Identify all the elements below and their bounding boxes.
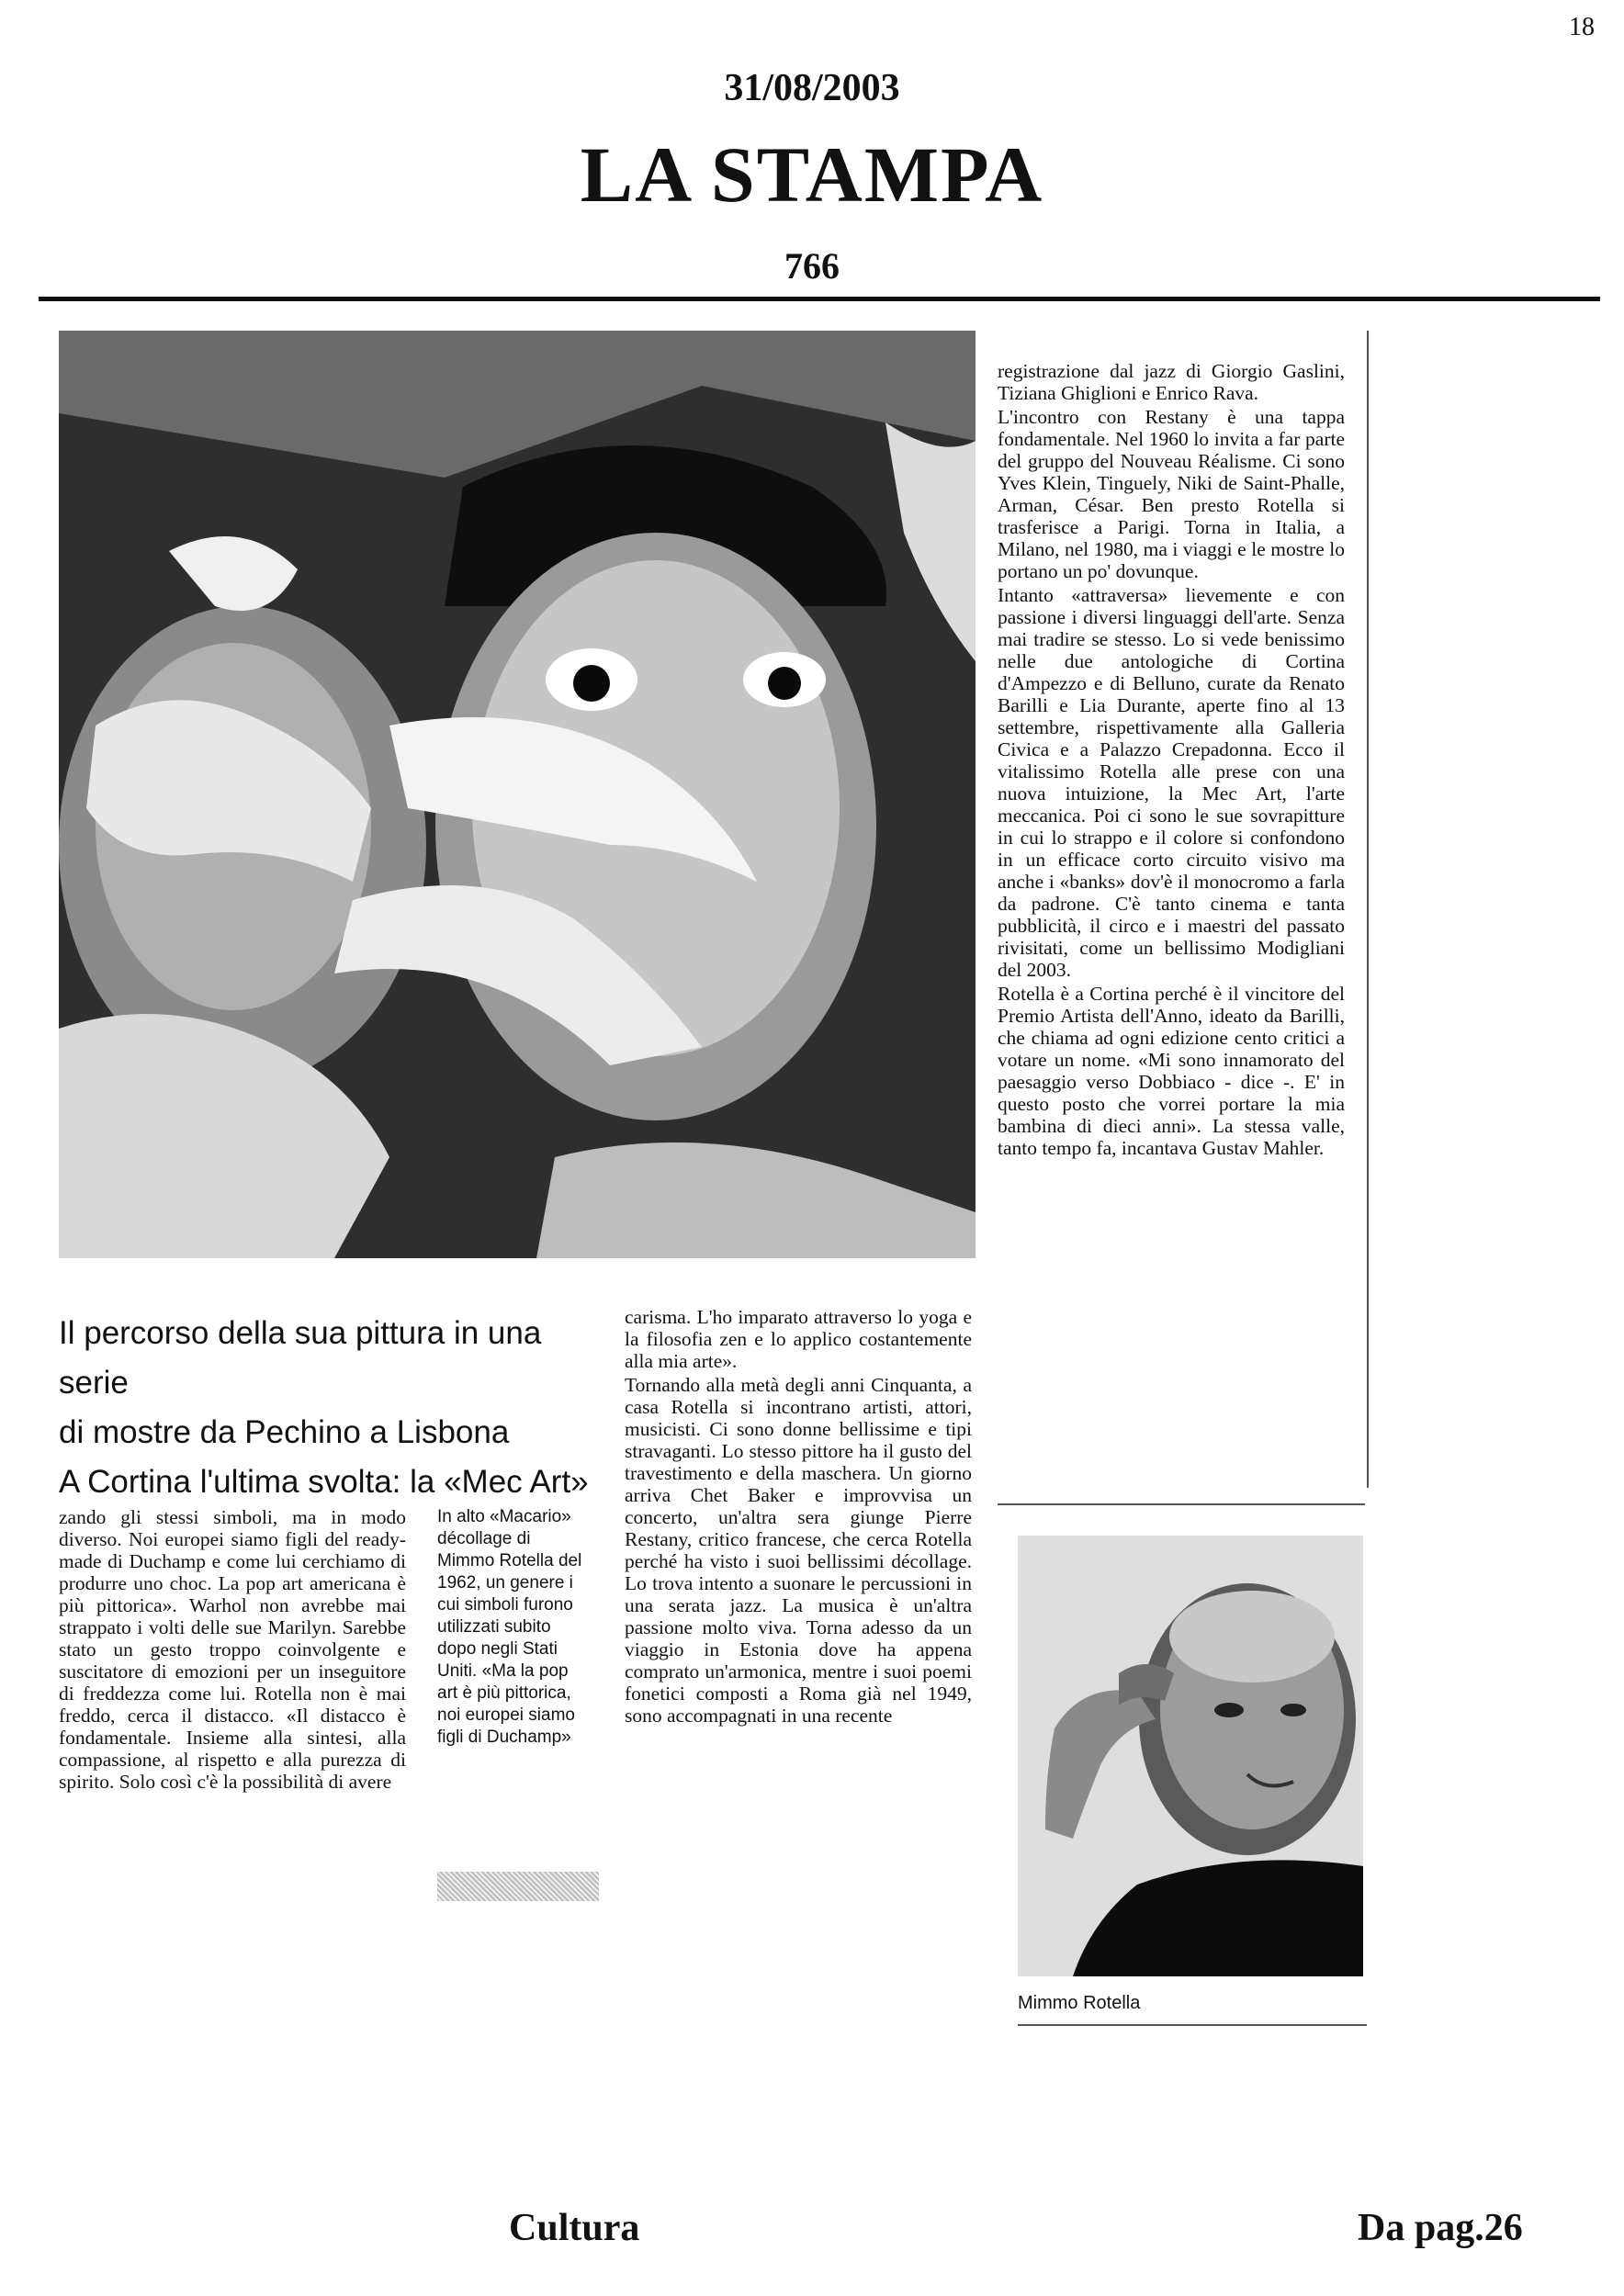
portrait-caption-rule [1018,2024,1367,2026]
subheadline-line: Il percorso della sua pittura in una serie [59,1315,542,1401]
page-number: 18 [1569,13,1595,41]
paragraph: L'incontro con Restany è una tappa fondamentale. Nel 1960 lo invita a far parte del gruppo del Nouveau Réalisme. Ci sono Yves Klein, Tinguely, Niki de Saint-Phalle, Arman, César. Ben presto Rotella si trasferisce a Parigi. Torna in Italia, a Milano, nel 1980, ma i viaggi e le mostre lo portano un po' dovunque. [998,406,1345,582]
publication-date: 31/08/2003 [724,67,900,109]
subheadline-line: A Cortina l'ultima svolta: la «Mec Art» [59,1464,589,1500]
article-column-3 [998,360,1345,1161]
article-subheadline [59,1309,610,1507]
subheadline-line: di mostre da Pechino a Lisbona [59,1414,510,1450]
article-column-1 [59,1506,406,1795]
paragraph: zando gli stessi simboli, ma in modo diverso. Noi europei siamo figli del ready-made di Duchamp e come lui cerchiamo di produrre uno choc. La pop art americana è più pittorica». Warhol non avrebbe mai strappato i volti delle sue Marilyn. Sarebbe stato un gesto troppo coinvolgente e suscitatore di emozioni per un inseguitore di freddezza come lui. Rotella non è mai freddo, cerca il distacco. «Il distacco è fondamentale. Insieme alla sintesi, alla compassione, al rispetto e alla purezza di spirito. Solo così c'è la possibilità di avere [59,1506,406,1793]
section-name: Cultura [509,2207,640,2249]
column-divider [1367,331,1369,1488]
photo-illustration [59,331,976,1258]
column-end-rule [998,1503,1365,1505]
paragraph: Tornando alla metà degli anni Cinquanta, a casa Rotella si incontrano artisti, attori, musicisti. Ci sono donne bellissime e tipi stravaganti. Lo stesso pittore ha il gusto del travestimento e della maschera. Un giorno arriva Chet Baker e improvvisa un concerto, un'altra sera giunge Pierre Restany, critico francese, che cerca Rotella perché ha visto i suoi bellissimi décollage. Lo trova intento a suonare le percussioni in una serata jazz. La musica è un'altra passione molto viva. Torna adesso da un viaggio in Estonia dove ha appena comprato un'armonica, mentre i suoi poemi fonetici composti a Roma già nel 1949, sono accompagnati in una recente [625,1374,972,1727]
caption-shade-bar [437,1872,599,1901]
mimmo-rotella-portrait [1018,1536,1363,1976]
photo-caption: In alto «Macario» décollage di Mimmo Rotella del 1962, un genere i cui simboli furono utilizzati subito dopo negli Stati Uniti. «Ma la pop art è più pittorica, noi europei siamo figli di Duchamp» [437,1507,582,1747]
paragraph: registrazione dal jazz di Giorgio Gaslini, Tiziana Ghiglioni e Enrico Rava. [998,360,1345,404]
paragraph: Rotella è a Cortina perché è il vincitore del Premio Artista dell'Anno, ideato da Barilli, che chiama ad ogni edizione cento critici a votare un nome. «Mi sono innamorato del paesaggio verso Dobbiaco - dice -. E' in questo posto che vorrei portare la mia bambina di dieci anni». La stessa valle, tanto tempo fa, incantava Gustav Mahler. [998,983,1345,1159]
paragraph: Intanto «attraversa» lievemente e con passione i diversi linguaggi dell'arte. Senza mai tradire se stesso. Lo si vede benissimo nelle due antologiche di Cortina d'Ampezzo e di Belluno, curate da Renato Barilli e Lia Durante, aperte fino al 13 settembre, rispettivamente alla Galleria Civica e a Palazzo Crepadonna. Ecco il vitalissimo Rotella alle prese con una nuova intuizione, la Mec Art, l'arte meccanica. Poi ci sono le sue sovrapitture in cui lo strappo e il colore si confondono in un efficace corto circuito visivo ma anche i «banks» dov'è il monocromo a farla da padrone. C'è tanto cinema e tanta pubblicità, il circo e i maestri del passato rivisitati, come un bellissimo Modigliani del 2003. [998,584,1345,981]
header-divider [39,297,1600,301]
source-page-reference: Da pag.26 [1358,2207,1523,2249]
portrait-caption: Mimmo Rotella [1018,1993,1141,2013]
paragraph: carisma. L'ho imparato attraverso lo yoga e la filosofia zen e lo applico costantemente alla mia arte». [625,1306,972,1372]
newspaper-masthead: LA STAMPA [580,130,1044,219]
article-column-2 [625,1306,972,1728]
portrait-illustration [1018,1536,1363,1976]
macario-decollage-photo [59,331,976,1258]
clipping-reference-number: 766 [784,245,840,287]
